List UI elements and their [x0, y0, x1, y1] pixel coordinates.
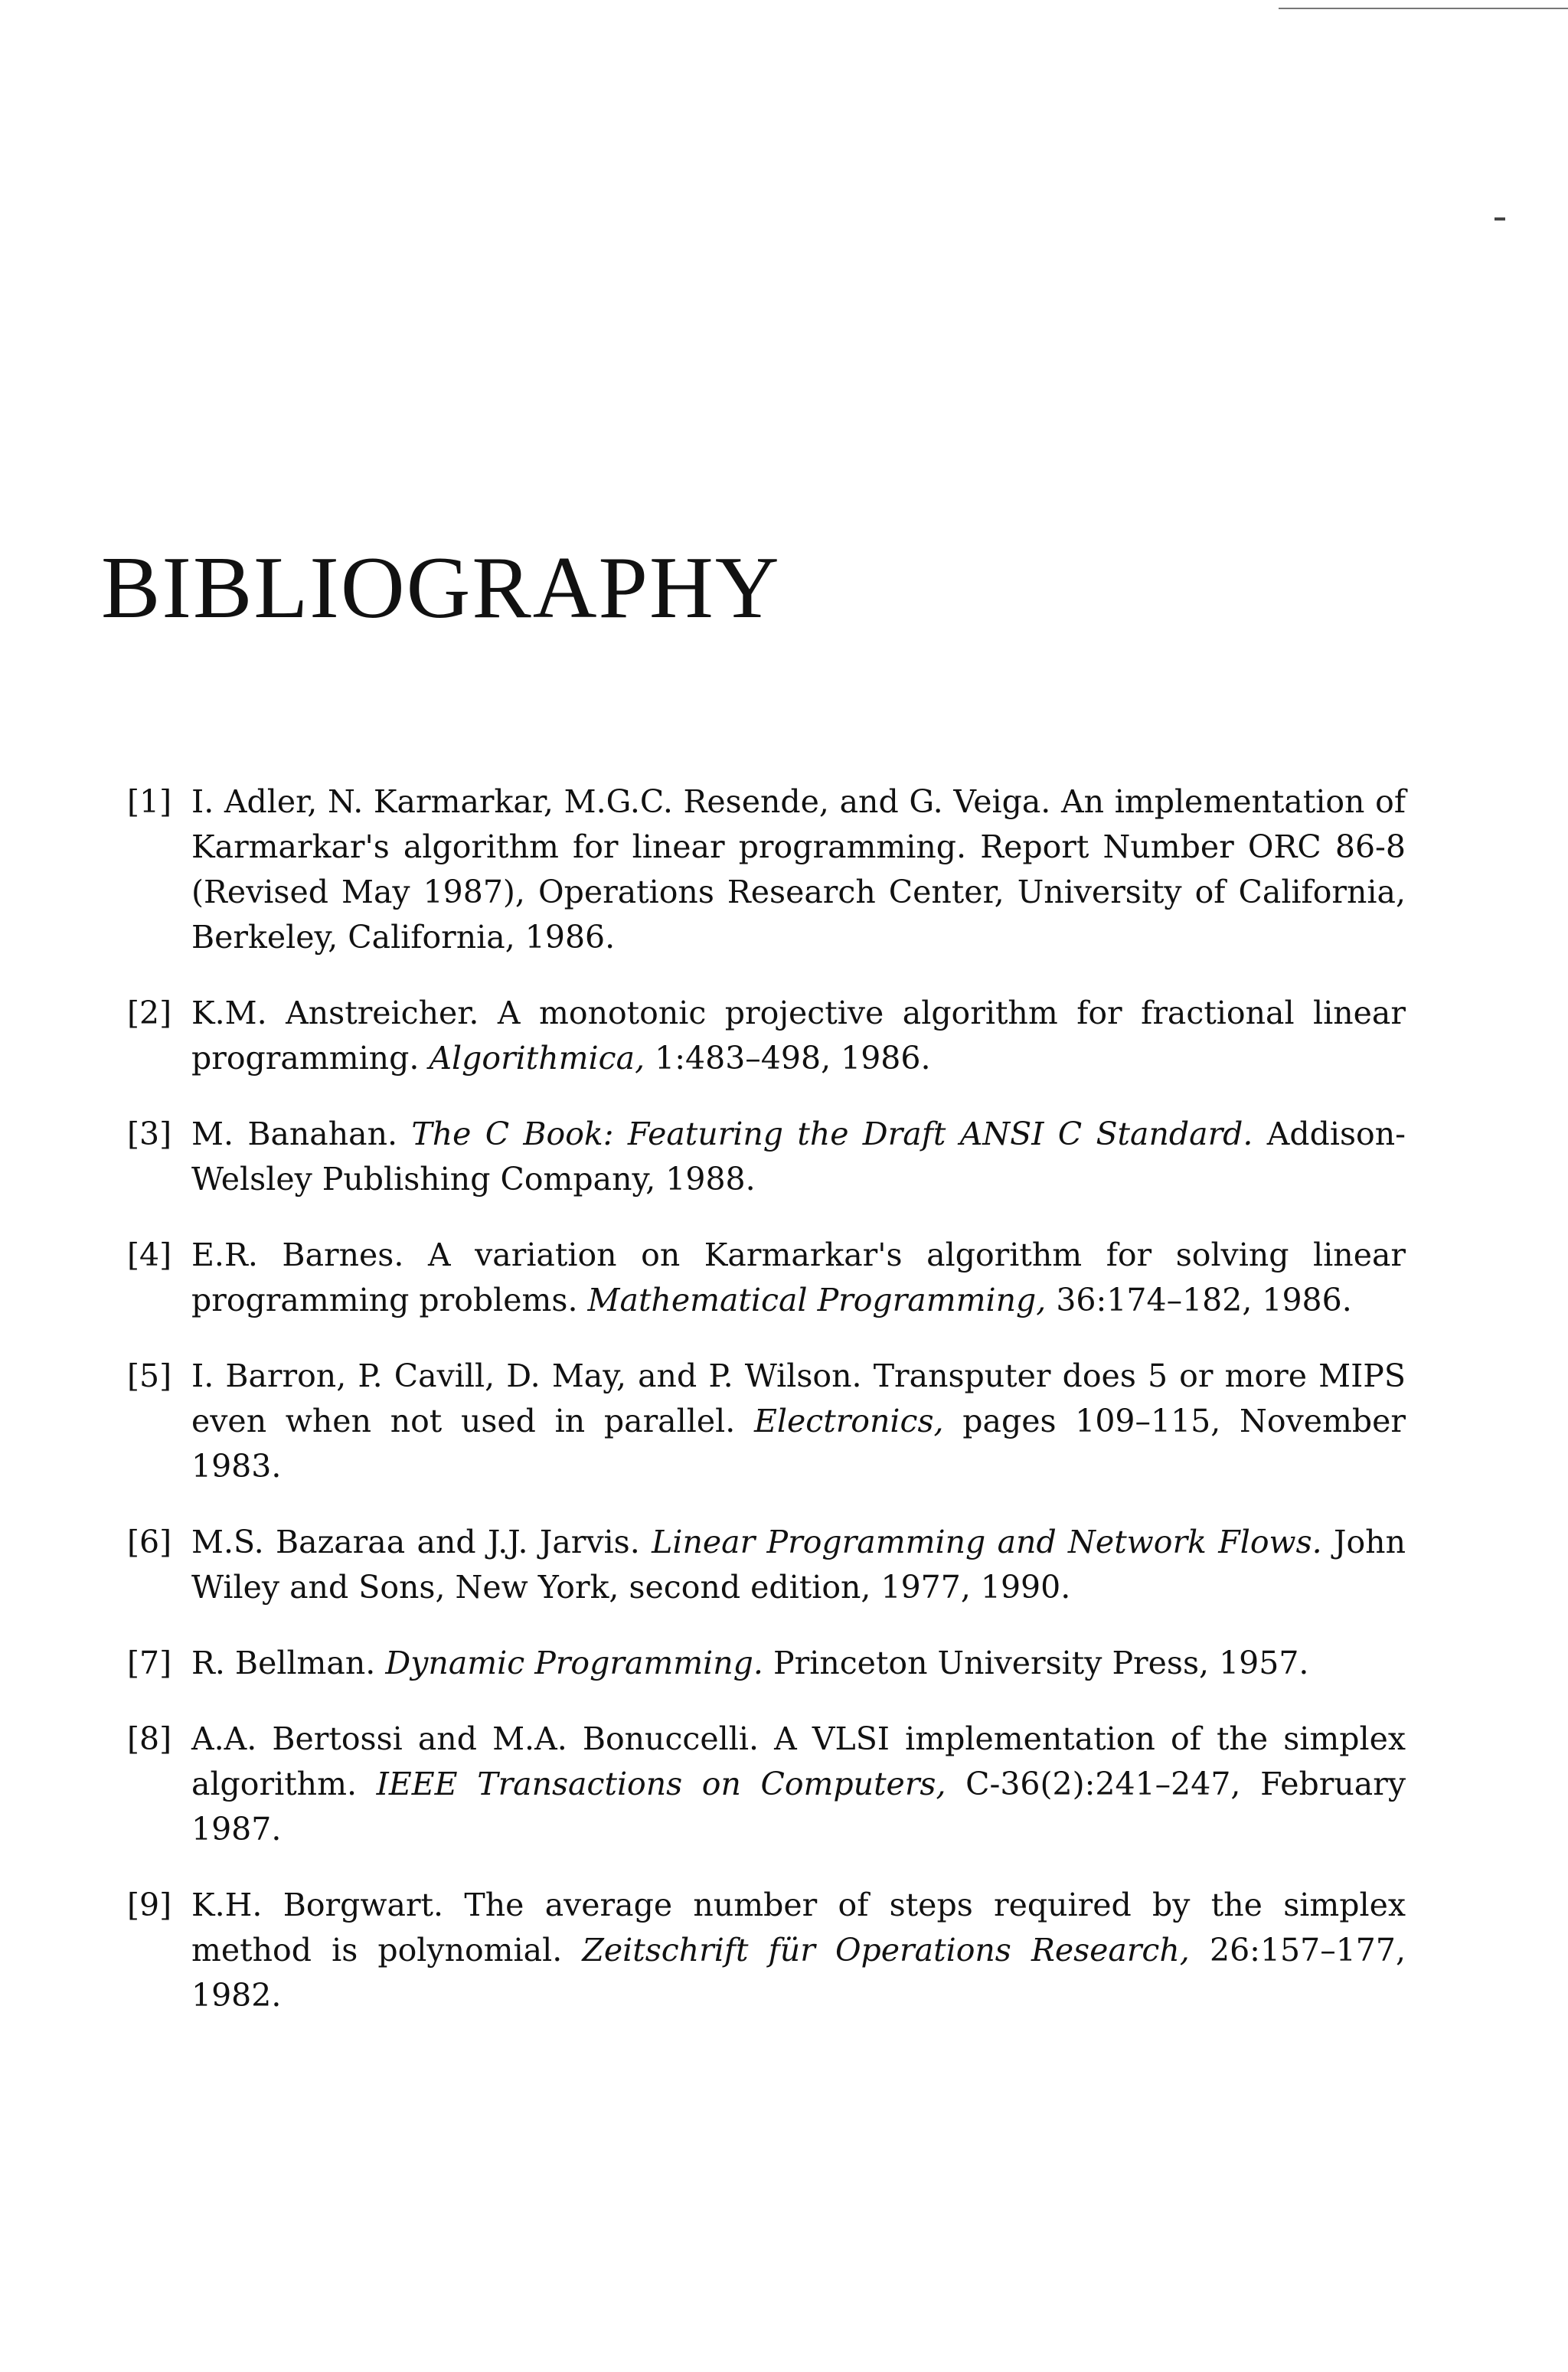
- entry-details: C-36(2):241–247, February 1987.: [191, 1766, 1406, 1848]
- bibliography-entry-3: [127, 1112, 1406, 1202]
- entry-details: Addison-Welsley Publishing Company, 1988.: [191, 1116, 1406, 1197]
- entry-venue: Algorithmica,: [429, 1040, 645, 1077]
- entry-venue: IEEE Transactions on Computers,: [376, 1766, 946, 1802]
- entry-number: [4]: [127, 1237, 172, 1273]
- entry-venue: The C Book: Featuring the Draft ANSI C Standard.: [411, 1116, 1253, 1152]
- bibliography-list: [127, 779, 1406, 2049]
- entry-number: [9]: [127, 1887, 172, 1923]
- entry-text: [191, 1237, 1406, 1318]
- entry-details: 1:483–498, 1986.: [655, 1040, 931, 1077]
- entry-authors: E.R. Barnes.: [191, 1237, 404, 1273]
- entry-authors: K.H. Borgwart.: [191, 1887, 444, 1923]
- entry-title: The average number of steps required by the simplex method is polynomial.: [191, 1887, 1406, 1968]
- entry-text: [191, 783, 1406, 956]
- entry-authors: A.A. Bertossi and M.A. Bonuccelli.: [191, 1720, 760, 1757]
- entry-details: 26:157–177, 1982.: [191, 1932, 1406, 2014]
- entry-text: [191, 1358, 1406, 1485]
- entry-number: [1]: [127, 783, 172, 820]
- entry-details: 36:174–182, 1986.: [1056, 1282, 1352, 1318]
- bibliography-entry-8: [127, 1717, 1406, 1852]
- entry-details: John Wiley and Sons, New York, second edition, 1977, 1990.: [191, 1524, 1406, 1606]
- bibliography-entry-2: [127, 991, 1406, 1081]
- entry-text: [191, 1524, 1406, 1606]
- entry-text: [191, 1645, 1308, 1681]
- entry-details: Princeton University Press, 1957.: [773, 1645, 1309, 1681]
- entry-authors: I. Barron, P. Cavill, D. May, and P. Wilson.: [191, 1358, 862, 1394]
- entry-text: [191, 1720, 1406, 1848]
- bibliography-entry-4: [127, 1233, 1406, 1323]
- entry-number: [2]: [127, 995, 172, 1031]
- entry-authors: R. Bellman.: [191, 1645, 376, 1681]
- entry-details: Report Number ORC 86-8 (Revised May 1987), Operations Research Center, University of California, Berkeley, California, 1986.: [191, 828, 1406, 956]
- entry-authors: M. Banahan.: [191, 1116, 398, 1152]
- entry-authors: I. Adler, N. Karmarkar, M.G.C. Resende, and G. Veiga.: [191, 783, 1051, 820]
- entry-title: A monotonic projective algorithm for fractional linear programming.: [191, 995, 1406, 1077]
- entry-number: [3]: [127, 1116, 172, 1152]
- bibliography-entry-5: [127, 1354, 1406, 1489]
- entry-text: [191, 995, 1406, 1077]
- entry-title: A variation on Karmarkar's algorithm for solving linear programming problems.: [191, 1237, 1406, 1318]
- entry-number: [6]: [127, 1524, 172, 1560]
- entry-number: [7]: [127, 1645, 172, 1681]
- entry-authors: K.M. Anstreicher.: [191, 995, 479, 1031]
- bibliography-entry-1: [127, 779, 1406, 960]
- entry-venue: Dynamic Programming.: [385, 1645, 763, 1681]
- bibliography-entry-7: [127, 1641, 1406, 1686]
- entry-text: [191, 1116, 1406, 1197]
- page-mark: [1494, 217, 1505, 221]
- entry-authors: M.S. Bazaraa and J.J. Jarvis.: [191, 1524, 640, 1560]
- bibliography-entry-9: [127, 1883, 1406, 2018]
- entry-title: A VLSI implementation of the simplex algorithm.: [191, 1720, 1406, 1802]
- entry-text: [191, 1887, 1406, 2014]
- entry-details: pages 109–115, November 1983.: [191, 1403, 1406, 1485]
- entry-number: [8]: [127, 1720, 172, 1757]
- entry-venue: Electronics,: [753, 1403, 944, 1439]
- entry-venue: Zeitschrift für Operations Research,: [582, 1932, 1190, 1968]
- entry-number: [5]: [127, 1358, 172, 1394]
- top-edge-rule: [1279, 8, 1568, 9]
- bibliography-entry-6: [127, 1520, 1406, 1610]
- entry-title: Transputer does 5 or more MIPS even when not used in parallel.: [191, 1358, 1406, 1439]
- entry-title: An implementation of Karmarkar's algorithm for linear programming.: [191, 783, 1406, 865]
- page-title: BIBLIOGRAPHY: [101, 539, 781, 637]
- entry-venue: Mathematical Programming,: [587, 1282, 1047, 1318]
- entry-venue: Linear Programming and Network Flows.: [652, 1524, 1322, 1560]
